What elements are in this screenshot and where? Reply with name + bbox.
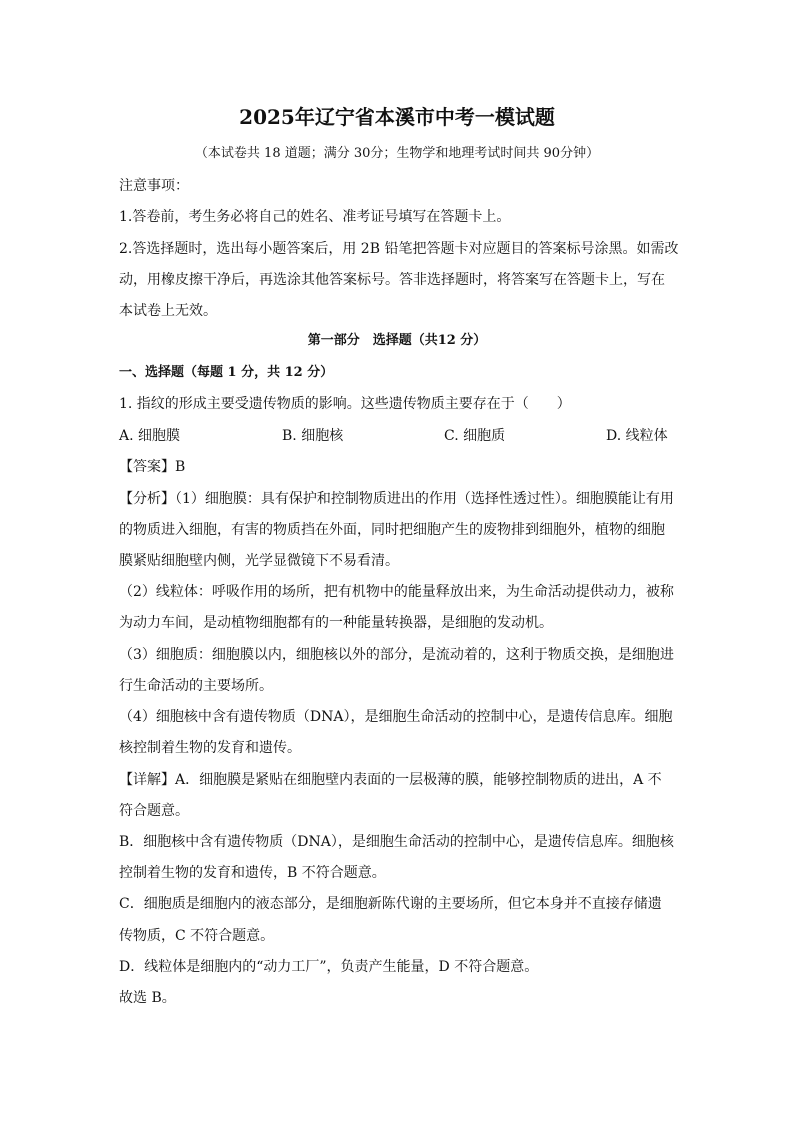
analysis-line-5: 为动力车间，是动植物细胞都有的一种能量转换器，是细胞的发动机。 [119,615,553,631]
part-title: 第一部分 选择题（共12 分） [307,333,487,348]
notes-heading: 注意事项： [119,178,189,194]
analysis-label: 【分析】 [119,491,175,507]
option-b: B. 细胞核 [282,428,344,444]
question-stem: 1. 指纹的形成主要受遗传物质的影响。这些遗传物质主要存在于（ ） [119,396,571,412]
conclusion: 故选 B。 [119,990,176,1006]
analysis-line-8: （4）细胞核中含有遗传物质（DNA），是细胞生命活动的控制中心，是遗传信息库。细胞 [119,709,673,725]
answer-label: 【答案】 [119,459,175,475]
analysis-line-6: （3）细胞质：细胞膜以内，细胞核以外的部分，是流动着的，这利于物质交换，是细胞进 [119,647,674,663]
page-title: 2025年辽宁省本溪市中考一模试题 [239,105,555,129]
answer-value: B [175,459,186,475]
detail-line-2: 符合题意。 [119,803,189,819]
detail-line-6: 传物质，C 不符合题意。 [119,928,275,944]
section-heading: 一、选择题（每题 1 分，共 12 分） [119,365,334,380]
option-a: A. 细胞膜 [119,428,181,444]
analysis-text: （1）细胞膜：具有保护和控制物质进出的作用（选择性透过性）。细胞膜能让有用 [175,491,674,507]
detail-text: A．细胞膜是紧贴在细胞壁内表面的一层极薄的膜，能够控制物质的进出，A 不 [175,772,662,788]
detail-line-7: D．线粒体是细胞内的“动力工厂”，负责产生能量，D 不符合题意。 [119,959,539,975]
notes-item-1: 1.答卷前，考生务必将自己的姓名、准考证号填写在答题卡上。 [119,209,511,225]
analysis-line-1 [119,490,679,508]
analysis-line-3: 膜紧贴细胞壁内侧，光学显微镜下不易看清。 [119,553,399,569]
analysis-line-9: 核控制着生物的发育和遗传。 [119,740,301,756]
option-d: D. 线粒体 [606,428,668,444]
analysis-line-2: 的物质进入细胞，有害的物质挡在外面，同时把细胞产生的废物排到细胞外，植物的细胞 [119,522,665,538]
notes-item-2-line-3: 本试卷上无效。 [119,303,217,319]
analysis-line-4: （2）线粒体：呼吸作用的场所，把有机物中的能量释放出来，为生命活动提供动力，被称 [119,584,674,600]
option-c: C. 细胞质 [444,428,506,444]
notes-item-2-line-2: 动，用橡皮擦干净后，再选涂其他答案标号。答非选择题时，将答案写在答题卡上，写在 [119,272,665,288]
analysis-line-7: 行生命活动的主要场所。 [119,678,273,694]
exam-info-subtitle: （本试卷共 18 道题；满分 30分；生物学和地理考试时间共 90分钟） [194,146,600,161]
detail-line-1 [119,771,679,789]
detail-line-5: C．细胞质是细胞内的液态部分，是细胞新陈代谢的主要场所，但它本身并不直接存储遗 [119,896,662,912]
detail-line-3: B．细胞核中含有遗传物质（DNA），是细胞生命活动的控制中心，是遗传信息库。细胞核 [119,834,674,850]
answer-line [119,458,679,476]
detail-label: 【详解】 [119,772,175,788]
detail-line-4: 控制着生物的发育和遗传，B 不符合题意。 [119,865,386,881]
notes-item-2-line-1: 2.答选择题时，选出每小题答案后，用 2B 铅笔把答题卡对应题目的答案标号涂黑。如需改 [119,241,679,257]
